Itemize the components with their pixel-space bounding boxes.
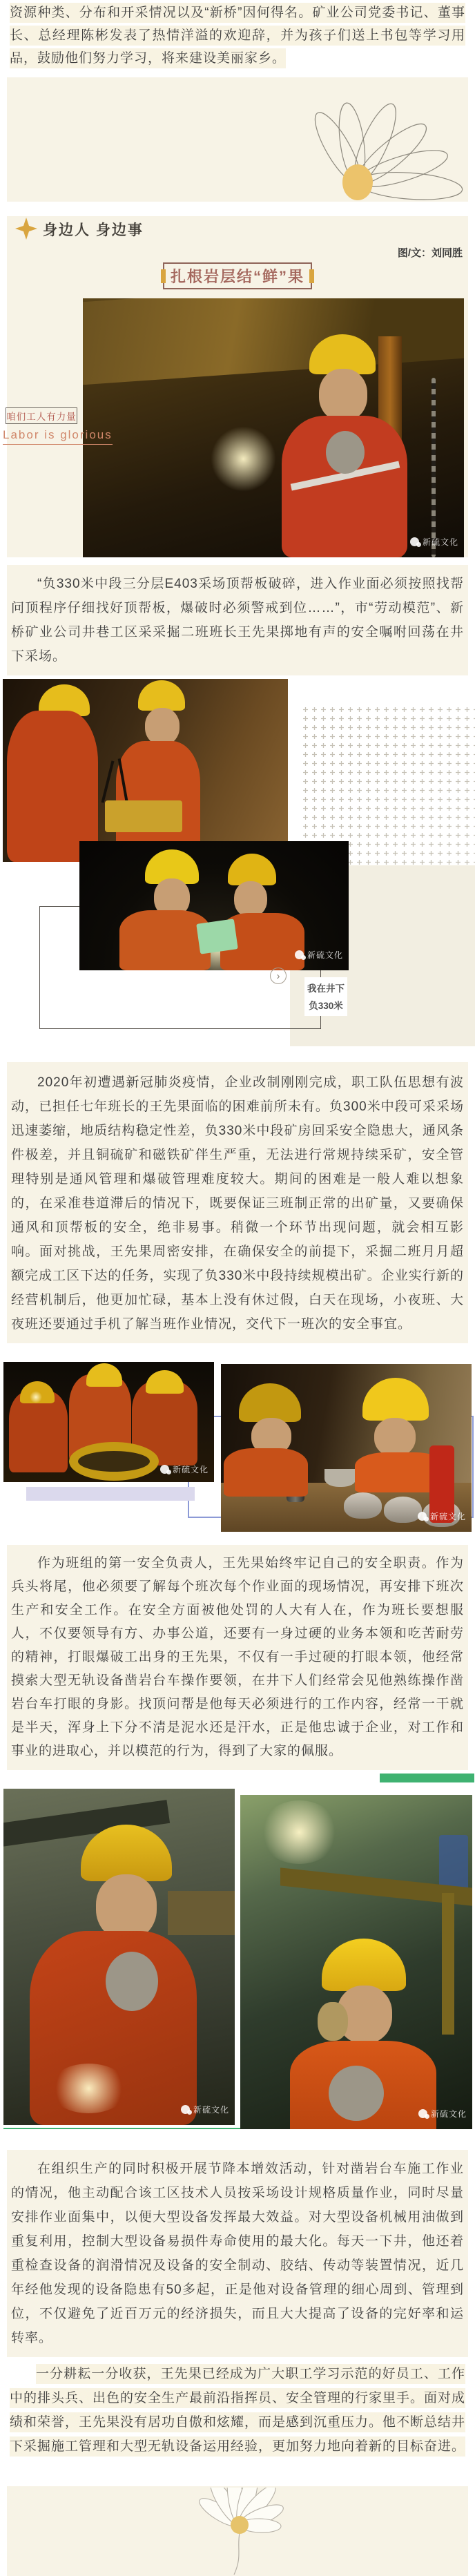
paragraph-1: “负330米中段三分层E403采场顶帮板破碎，进入作业面必须按照找帮问顶程序仔细找好顶帮板，爆破时必须警戒到位……”，市“劳动模范”、新桥矿业公司井巷工区采采掘二班班长王先果掷地有声的安全嘱咐回荡在井下采场。	[11, 577, 464, 664]
watermark-badge: 新硫文化	[160, 1463, 209, 1475]
photo5-lunchbox-2	[384, 1497, 422, 1523]
green-accent-bar	[380, 1774, 474, 1782]
photo1-face	[319, 369, 367, 421]
lavender-bar	[26, 1487, 195, 1501]
photo5-rice-bowl	[324, 1469, 356, 1487]
photo2-helmet-2	[138, 680, 185, 711]
article-title	[163, 262, 312, 289]
photo3-green-booklet	[196, 919, 238, 954]
photo2-lever-1	[101, 760, 115, 802]
photo4-helmet-2	[86, 1363, 122, 1387]
article-title-text: 扎根岩层结“鲜”果	[170, 268, 304, 285]
wechat-bubbles-icon	[418, 1512, 427, 1521]
decor-block-bottom	[7, 2486, 468, 2576]
photo-caption	[304, 977, 347, 1016]
next-arrow-icon[interactable]: ›	[270, 968, 287, 984]
section-label: 身边人 身边事	[43, 222, 144, 238]
photo-miners-reading-manual[interactable]	[79, 841, 349, 970]
decor-block-top	[7, 77, 468, 202]
photo-miner-at-machine[interactable]	[83, 298, 464, 557]
photo6-rock-ledge	[168, 1891, 235, 1935]
photo4-headlamp-glow	[30, 1391, 42, 1403]
paragraph-4-block	[7, 2150, 468, 2357]
watermark-badge: 新硫文化	[418, 2108, 467, 2120]
photo1-ceiling-beam	[83, 298, 464, 385]
title-goldbar-right	[309, 269, 314, 283]
photo-composition-2	[0, 1362, 475, 1545]
watermark-badge: 新硫文化	[295, 949, 343, 961]
paragraph-5-block	[10, 2362, 465, 2459]
caption-line-1: 我在井下	[307, 983, 345, 994]
photo-two-miners-working[interactable]	[3, 679, 288, 862]
wechat-bubbles-icon	[160, 1465, 169, 1474]
daisy-stem	[234, 2533, 240, 2575]
photo1-lamp-glow	[211, 426, 276, 492]
wechat-bubbles-icon	[418, 2109, 427, 2118]
photo-composition-3	[0, 1789, 475, 2144]
watermark-badge: 新硫文化	[181, 2104, 229, 2115]
watermark-badge: 新硫文化	[410, 536, 458, 548]
photo6-lamp-glow	[49, 2064, 128, 2113]
photo5-face-2	[374, 1418, 416, 1457]
photo5-helmet-1	[239, 1383, 301, 1422]
section-header-block	[7, 216, 468, 298]
hero-row	[3, 298, 468, 557]
watermark-badge: 新硫文化	[418, 1510, 466, 1522]
photo7-helmet	[322, 1939, 406, 1991]
wechat-bubbles-icon	[295, 950, 304, 959]
photo5-helmet-2	[362, 1378, 429, 1421]
photo-miners-repairing-wheel[interactable]	[3, 1362, 214, 1482]
paragraph-2-block	[7, 1062, 468, 1343]
photo2-equipment-box	[105, 800, 182, 832]
paragraph-3: 作为班组的第一安全负责人，王先果始终牢记自己的安全职责。作为兵头将尾，他必须要了解每个班次每个作业面的现场情况，再安排下班次生产和安全工作。在安全方面被他处罚的人大有人在，作为班长要想服人，不仅要领导有方、办事公道，还要有一身过硬的业务本领和吃苦耐劳的精神，打眼爆破工出身的王先果，不仅有一手过硬的打眼本领，他经常摸索大型无轨设备凿岩台车操作要领，在井下人们经常会见他熟练操作凿岩台车打眼的身影。找顶问帮是他每天必须进行的工作内容，经常一干就是半天，浑身上下分不清是泥水还是汗水，正是他忠诚于企业，对工作和事业的进取心，并以模范的行为，得到了大家的佩服。	[11, 1556, 464, 1758]
photo1-respirator	[326, 431, 365, 474]
intro-text: 资源种类、分布和开采情况以及“新桥”因何得名。矿业公司党委书记、董事长、总经理陈彬发表了热情洋溢的欢迎辞，并为孩子们送上书包等学习用品，鼓励他们努力学习，将来建设美丽家乡。	[10, 3, 465, 68]
slogan-english: Labor is glorious	[3, 428, 113, 445]
photo5-suit-1	[224, 1448, 308, 1497]
photo7-respirator	[329, 2066, 384, 2121]
photo2-face-2	[145, 708, 180, 745]
photo-composition-1	[0, 669, 475, 1062]
byline: 图/文：刘同胜	[397, 247, 463, 259]
wechat-bubbles-icon	[410, 537, 419, 546]
flower-decoration-icon	[297, 81, 468, 202]
sparkle-icon	[15, 218, 37, 240]
paragraph-5: 一分耕耘一分收获，王先果已经成为广大职工学习示范的好员工、工作中的排头兵、出色的安全生产最前沿指挥员、安全管理的行家里手。面对成绩和荣誉，王先果没有居功自傲和炫耀，而是感到沉重压力。他不断总结井下采掘施工管理和大型无轨设备运用经验，更加努力地向着新的目标奋进。	[10, 2364, 465, 2457]
photo6-face	[96, 1874, 157, 1940]
caption-line-2: 负330米	[309, 1001, 343, 1011]
photo3-suit-1	[119, 910, 211, 970]
paragraph-3-block	[7, 1545, 468, 1770]
photo7-support-post	[442, 1893, 454, 2035]
photo7-tunnel-light	[260, 1800, 339, 1864]
intro-paragraph	[10, 1, 465, 70]
photo7-water-bottle	[318, 2002, 348, 2041]
green-accent-line	[3, 2128, 243, 2129]
photo-smiling-miner-portrait[interactable]	[3, 1789, 235, 2125]
paragraph-2: 2020年初遭遇新冠肺炎疫情，企业改制刚刚完成，职工队伍思想有波动，已担任七年班长的王先果面临的困难前所未有。负300米中段可采采场迅速萎缩，地质结构稳定性差，负330米中段矿房回采安全隐患大，通风条件极差，并且铜硫矿和磁铁矿伴生严重，无法进行常规持续采矿，安全管理特别是通风管理和爆破管理难度较大。期间的困难是一般人难以想象的，在采准巷道滞后的情况下，既要保证三班制正常的出矿量，又要确保通风和顶帮板的安全，绝非易事。稍微一个环节出现问题，就会相互影响。面对挑战，王先果周密安排，在确保安全的前提下，采掘二班月月超额完成工区下达的任务，实现了负330米中段持续规模出矿。企业实行新的经营机制后，他更加忙碌，基本上没有休过假，白天在现场，小夜班、大夜班还要通过手机了解当班作业情况，交代下一班次的安全事宜。	[11, 1075, 464, 1332]
daisy-decoration-icon	[183, 2488, 307, 2576]
photo4-wheel-rim	[69, 1442, 159, 1481]
slogan-box: 咱们工人有力量	[6, 407, 77, 424]
paragraph-4: 在组织生产的同时积极开展节降本增效活动，针对凿岩台车施工作业的情况，他主动配合该工区技术人员按采场设计规格质量作业，同时尽量安排作业面集中，以便大型设备发挥最大效益。对大型设备机械用油做到重复利用，控制大型设备易损件寿命使用的最大化。每天一下井，他还着重检查设备的润滑情况及设备的安全制动、胶结、传动等装置情况，近几年经他发现的设备隐患有50多起，正是他对设备管理的细心周到、管理到位，不仅避免了近百万元的经济损失，而且大大提高了设备的完好率和运转率。	[11, 2162, 464, 2345]
paragraph-1-block	[7, 565, 468, 675]
photo5-lunchbox-1	[344, 1492, 382, 1519]
photo-miners-lunch-underground[interactable]	[221, 1364, 472, 1532]
photo4-helmet-3	[146, 1370, 184, 1394]
photo6-respirator	[106, 1952, 158, 2011]
photo3-face-2	[234, 881, 267, 917]
wechat-bubbles-icon	[181, 2105, 190, 2114]
photo-miner-drinking-water[interactable]	[240, 1795, 472, 2129]
title-goldbar-left	[161, 269, 166, 283]
photo2-suit-1	[7, 711, 98, 862]
photo1-chain	[432, 378, 436, 557]
